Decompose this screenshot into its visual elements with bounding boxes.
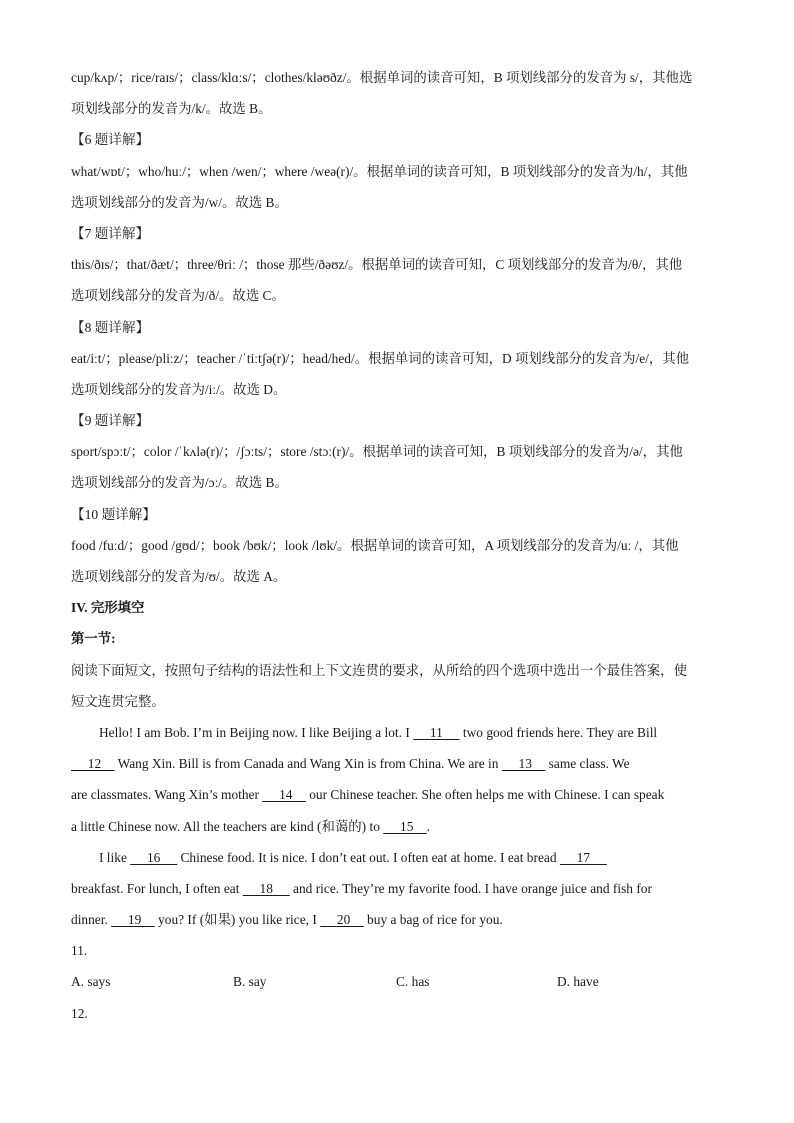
passage-text: dinner. (71, 912, 112, 928)
q10-analysis-line-1: food /fuːd/；good /gʊd/；book /bʊk/；look /lʊk/。根据单词的读音可知，A 项划线部分的发音为/uː /，其他 (71, 537, 679, 553)
option-b: B. say (233, 974, 267, 990)
q9-analysis-line-1: sport/spɔːt/；color /ˈkʌlə(r)/；/ʃɔːts/；store /stɔː(r)/。根据单词的读音可知，B 项划线部分的发音为/ə/，其他 (71, 444, 683, 460)
document-page (71, 62, 723, 1029)
passage-p2-line-1 (71, 842, 723, 873)
passage-text: Wang Xin. Bill is from Canada and Wang Xin is from China. We are in (114, 756, 502, 772)
q10-heading: 【10 题详解】 (71, 506, 156, 522)
q10-analysis-line-2: 选项划线部分的发音为/ʊ/。故选 A。 (71, 569, 287, 584)
q5-analysis-line-2: 项划线部分的发音为/k/。故选 B。 (71, 101, 272, 117)
q5-analysis-line-1: cup/kʌp/；rice/raɪs/；class/klɑːs/；clothes/kləʊðz/。根据单词的读音可知，B 项划线部分的发音为 s/，其他选 (71, 70, 693, 85)
option-c: C. has (396, 974, 430, 990)
passage-text: I like (99, 849, 131, 865)
q7-analysis-line-2: 选项划线部分的发音为/ð/。故选 C。 (71, 288, 285, 304)
blank-20: 20 (336, 912, 351, 928)
passage-text: are classmates. Wang Xin’s mother (71, 787, 263, 803)
instructions-line-2: 短文连贯完整。 (71, 693, 165, 709)
question-11-number: 11. (71, 943, 88, 959)
passage-p1-line-1 (71, 717, 723, 748)
passage-text: two good friends here. They are Bill (459, 724, 658, 740)
q6-heading: 【6 题详解】 (71, 132, 150, 148)
question-12-number: 12. (71, 1005, 88, 1021)
blank-16: 16 (146, 849, 161, 865)
passage-text: breakfast. For lunch, I often eat (71, 880, 243, 896)
q9-heading: 【9 题详解】 (71, 413, 150, 429)
passage-p2-line-3 (71, 904, 723, 935)
passage-text: and rice. They’re my favorite food. I have orange juice and fish for (289, 880, 652, 896)
section-title: IV. 完形填空 (71, 600, 145, 616)
question-11-options (71, 966, 723, 997)
blank-18: 18 (259, 880, 273, 896)
q6-analysis-line-2: 选项划线部分的发音为/w/。故选 B。 (71, 194, 288, 210)
passage-p2-line-2 (71, 873, 723, 904)
passage-text: buy a bag of rice for you. (363, 912, 503, 928)
q8-heading: 【8 题详解】 (71, 319, 150, 335)
q6-analysis-line-1: what/wɒt/；who/huː/；when /wen/；where /weə(r)/。根据单词的读音可知，B 项划线部分的发音为/h/，其他 (71, 163, 688, 179)
section-subtitle: 第一节: (71, 631, 116, 647)
blank-13: 13 (518, 756, 532, 772)
passage-text: Chinese food. It is nice. I don’t eat out. I often eat at home. I eat bread (177, 849, 560, 865)
instructions-line-1: 阅读下面短文，按照句子结构的语法性和上下文连贯的要求，从所给的四个选项中选出一个最佳答案，使 (71, 662, 687, 678)
option-d: D. have (557, 974, 599, 990)
q8-analysis-line-1: eat/iːt/；please/pliːz/；teacher /ˈtiːtʃə(r)/；head/hed/。根据单词的读音可知，D 项划线部分的发音为/e/，其他 (71, 350, 690, 366)
passage-text: you? If (如果) you like rice, I (154, 912, 321, 928)
q8-analysis-line-2: 选项划线部分的发音为/iː/。故选 D。 (71, 381, 287, 397)
passage-p1-line-3 (71, 779, 723, 810)
blank-19: 19 (127, 912, 142, 928)
passage-text: Hello! I am Bob. I’m in Beijing now. I like Beijing a lot. I (99, 724, 414, 740)
passage-text: same class. We (545, 756, 630, 772)
blank-12: 12 (87, 756, 102, 772)
passage-p1-line-4 (71, 811, 723, 842)
passage-text: . (426, 818, 431, 834)
option-a: A. says (71, 974, 111, 990)
blank-14: 14 (279, 787, 293, 803)
blank-17: 17 (576, 849, 591, 865)
q9-analysis-line-2: 选项划线部分的发音为/ɔː/。故选 B。 (71, 475, 288, 491)
q7-heading: 【7 题详解】 (71, 225, 150, 241)
q7-analysis-line-1: this/ðɪs/；that/ðæt/；three/θriː /；those 那些/ðəʊz/。根据单词的读音可知，C 项划线部分的发音为/θ/，其他 (71, 257, 683, 273)
blank-15: 15 (400, 818, 414, 834)
passage-text: a little Chinese now. All the teachers are kind (和蔼的) to (71, 818, 384, 834)
passage-text: our Chinese teacher. She often helps me with Chinese. I can speak (305, 787, 665, 803)
blank-11: 11 (429, 724, 443, 740)
passage-p1-line-2 (71, 748, 723, 779)
